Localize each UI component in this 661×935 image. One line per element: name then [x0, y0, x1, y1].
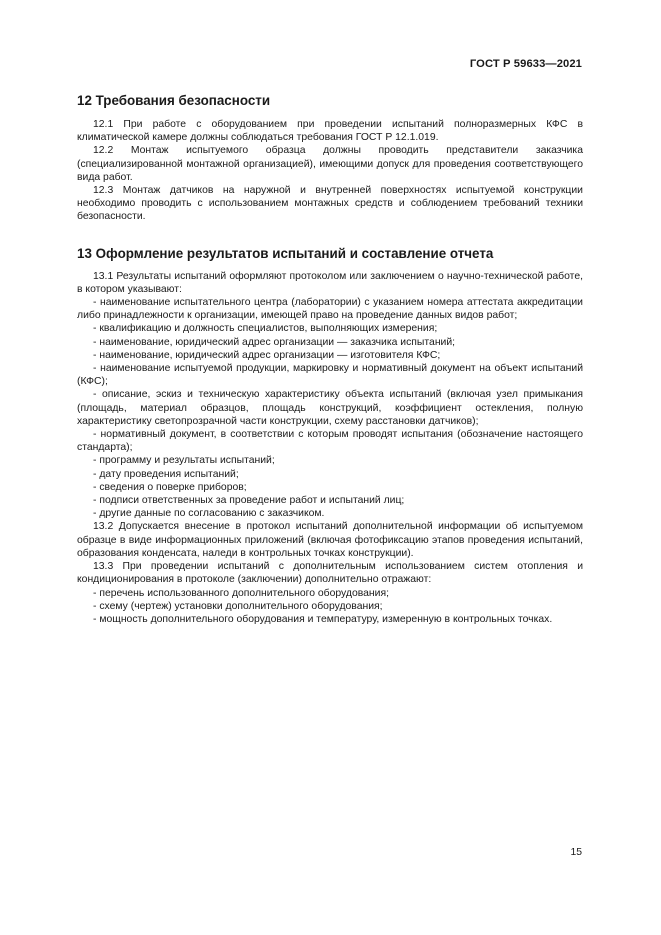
list-item: - наименование, юридический адрес организации — изготовителя КФС;	[93, 349, 441, 361]
list-item: - схему (чертеж) установки дополнительного оборудования;	[93, 600, 383, 612]
list-item: - наименование испытуемой продукции, маркировку и нормативный документ на объект испытаний (КФС);	[77, 363, 583, 388]
list-item: - нормативный документ, в соответствии с которым проводят испытания (обозначение настоящего стандарта);	[77, 429, 583, 454]
paragraph-12-1: 12.1 При работе с оборудованием при проведении испытаний полноразмерных КФС в климатической камере должны соблюдаться требования ГОСТ Р 12.1.019.	[77, 119, 583, 144]
list-item: - наименование, юридический адрес организации — заказчика испытаний;	[93, 336, 456, 348]
paragraph-13-1: 13.1 Результаты испытаний оформляют протоколом или заключением о научно-технической работе, в котором указывают:	[77, 270, 583, 295]
list-item: - квалификацию и должность специалистов, выполняющих измерения;	[93, 323, 438, 335]
list-item: - мощность дополнительного оборудования и температуру, измеренную в контрольных точках.	[93, 613, 553, 625]
section-12-title: 12 Требования безопасности	[77, 93, 271, 108]
list-item: - перечень использованного дополнительного оборудования;	[93, 587, 389, 599]
list-item: - другие данные по согласованию с заказчиком.	[93, 508, 325, 520]
standard-code: ГОСТ Р 59633—2021	[469, 58, 582, 70]
list-item: - сведения о поверке приборов;	[93, 481, 247, 493]
document-body	[77, 93, 583, 626]
list-item: - программу и результаты испытаний;	[93, 455, 275, 467]
list-item: - подписи ответственных за проведение работ и испытаний лиц;	[93, 495, 405, 507]
page-number: 15	[570, 847, 582, 858]
list-item: - дату проведения испытаний;	[93, 468, 239, 480]
section-13-title: 13 Оформление результатов испытаний и составление отчета	[77, 245, 494, 261]
paragraph-13-2: 13.2 Допускается внесение в протокол испытаний дополнительной информации об испытуемом образце в виде информационных приложений (включая фотофиксацию этапов проведения испытаний, образования конденсата, наледи в контрольных точках конструкции).	[77, 521, 583, 559]
paragraph-12-3: 12.3 Монтаж датчиков на наружной и внутренней поверхностях испытуемой конструкции необходимо проводить с использованием монтажных средств и соблюдением требований техники безопасности.	[77, 185, 583, 223]
list-item: - наименование испытательного центра (лаборатории) с указанием номера аттестата аккредитации либо принадлежности к организации, имеющей право на проведение данных видов работ;	[77, 297, 583, 322]
list-item: - описание, эскиз и техническую характеристику объекта испытаний (включая узел примыкания (площадь, материал образцов, площадь конструкций, коэффициент остекления, полную характеристику светопрозрачной части конструкции, схему расстановки датчиков);	[77, 389, 583, 427]
paragraph-12-2: 12.2 Монтаж испытуемого образца должны проводить представители заказчика (специализированной монтажной организацией), имеющими допуск для проведения соответствующего вида работ.	[77, 145, 583, 183]
paragraph-13-3: 13.3 При проведении испытаний с дополнительным использованием систем отопления и кондиционирования в протоколе (заключении) дополнительно отражают:	[77, 561, 583, 586]
